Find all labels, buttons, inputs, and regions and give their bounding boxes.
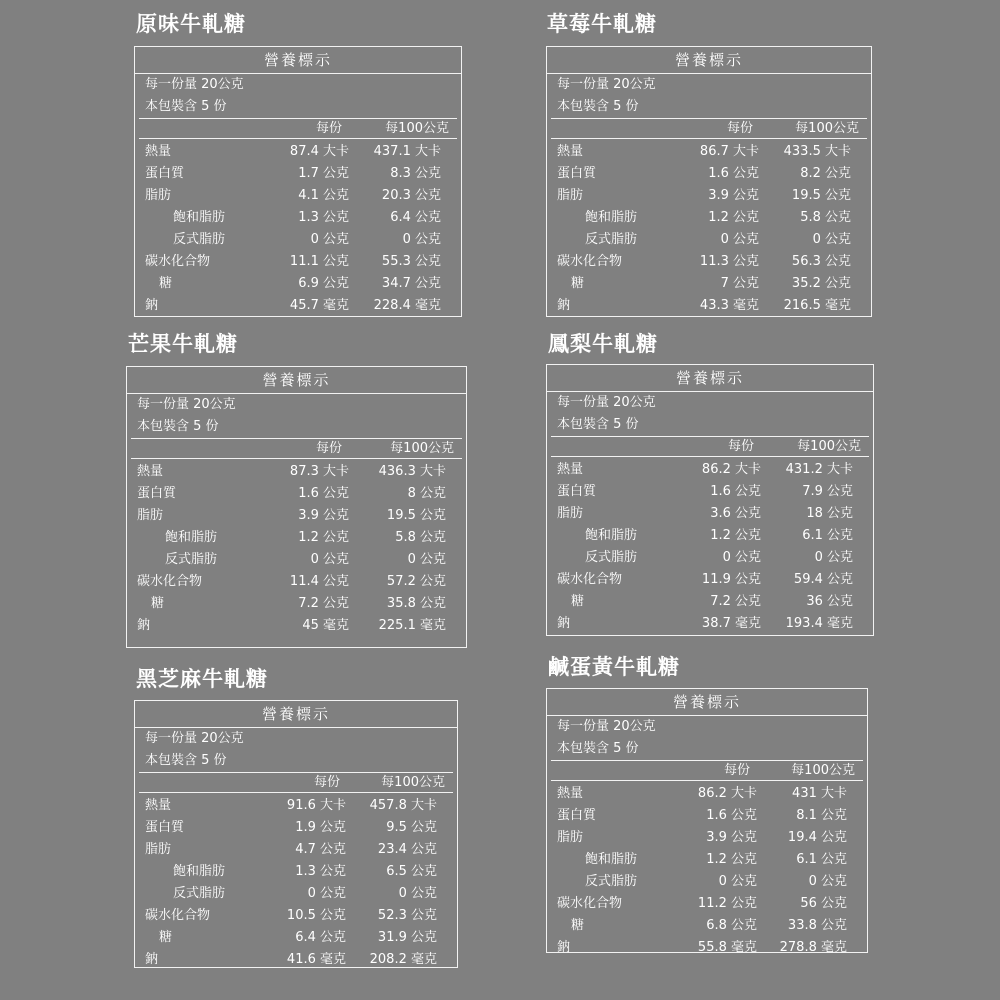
serving-size: 每一份量 20公克 [557, 395, 656, 410]
nutrient-rows [131, 461, 462, 637]
per-100g-header: 每100公克 [795, 121, 859, 136]
nutrient-name: 飽和脂肪 [585, 528, 638, 543]
nutrient-row-sugar [551, 273, 867, 295]
nutrient-row-saturated-fat [131, 527, 462, 549]
nutrient-name: 飽和脂肪 [173, 210, 226, 225]
column-header [139, 772, 453, 793]
per-100g-value: 0 公克 [407, 552, 446, 567]
servings-per-pack: 本包裝含 5 份 [145, 753, 227, 768]
per-serving-value: 7.2 公克 [710, 594, 761, 609]
nutrient-name: 熱量 [557, 786, 584, 801]
per-serving-value: 86.2 大卡 [697, 786, 757, 801]
nutrient-row-saturated-fat [139, 207, 457, 229]
nutrient-name: 飽和脂肪 [165, 530, 218, 545]
nutrient-name: 反式脂肪 [585, 232, 638, 247]
per-serving-value: 7.2 公克 [298, 596, 349, 611]
nutrient-row-saturated-fat [551, 849, 863, 871]
per-serving-header: 每份 [313, 775, 340, 790]
nutrient-name: 蛋白質 [137, 486, 177, 501]
nutrient-row-trans-fat [139, 229, 457, 251]
nutrient-name: 鈉 [145, 298, 159, 313]
per-serving-value: 7 公克 [720, 276, 759, 291]
nutrient-row-sodium [139, 295, 457, 317]
column-header [551, 118, 867, 139]
flavor-title: 黑芝麻牛軋糖 [136, 667, 268, 691]
per-serving-value: 6.9 公克 [298, 276, 349, 291]
per-serving-value: 11.9 公克 [701, 572, 761, 587]
nutrient-name: 脂肪 [557, 830, 584, 845]
nutrient-name: 鈉 [137, 618, 151, 633]
serving-size: 每一份量 20公克 [137, 397, 236, 412]
per-100g-value: 52.3 公克 [377, 908, 437, 923]
nutrient-row-protein [551, 481, 869, 503]
nutrient-row-calories [551, 459, 869, 481]
nutrition-panel [134, 46, 462, 317]
nutrient-name: 碳水化合物 [557, 254, 623, 269]
per-serving-value: 3.9 公克 [708, 188, 759, 203]
panel-heading: 營養標示 [547, 365, 873, 392]
serving-size: 每一份量 20公克 [557, 719, 656, 734]
nutrient-name: 熱量 [557, 462, 584, 477]
per-100g-value: 6.1 公克 [796, 852, 847, 867]
nutrient-row-sugar [551, 915, 863, 937]
nutrient-row-carbohydrate [139, 251, 457, 273]
nutrient-name: 飽和脂肪 [585, 852, 638, 867]
nutrient-name: 鈉 [145, 952, 159, 967]
per-100g-value: 56 公克 [800, 896, 847, 911]
nutrient-row-carbohydrate [139, 905, 453, 927]
per-serving-value: 1.3 公克 [295, 864, 346, 879]
per-100g-value: 19.5 公克 [791, 188, 851, 203]
per-serving-value: 3.6 公克 [710, 506, 761, 521]
per-serving-value: 0 公克 [718, 874, 757, 889]
per-serving-value: 11.3 公克 [699, 254, 759, 269]
nutrient-name: 蛋白質 [145, 166, 185, 181]
per-serving-value: 86.2 大卡 [701, 462, 761, 477]
per-serving-value: 43.3 毫克 [699, 298, 759, 313]
per-serving-value: 1.2 公克 [708, 210, 759, 225]
nutrient-name: 脂肪 [557, 506, 584, 521]
nutrient-name: 反式脂肪 [173, 886, 226, 901]
per-serving-header: 每份 [727, 439, 754, 454]
nutrient-name: 飽和脂肪 [585, 210, 638, 225]
per-100g-value: 433.5 大卡 [783, 144, 851, 159]
nutrient-name: 蛋白質 [145, 820, 185, 835]
per-100g-header: 每100公克 [797, 439, 861, 454]
serving-size: 每一份量 20公克 [557, 77, 656, 92]
per-100g-value: 0 公克 [808, 874, 847, 889]
nutrient-row-sodium [551, 937, 863, 959]
nutrient-name: 糖 [571, 276, 585, 291]
nutrient-name: 蛋白質 [557, 808, 597, 823]
nutrient-row-calories [551, 141, 867, 163]
servings-per-pack: 本包裝含 5 份 [137, 419, 219, 434]
per-100g-value: 228.4 毫克 [373, 298, 441, 313]
per-100g-value: 33.8 公克 [787, 918, 847, 933]
per-100g-value: 18 公克 [806, 506, 853, 521]
nutrient-row-protein [551, 805, 863, 827]
nutrient-name: 熱量 [145, 144, 172, 159]
servings-per-pack: 本包裝含 5 份 [145, 99, 227, 114]
nutrient-name: 碳水化合物 [145, 254, 211, 269]
per-100g-value: 35.8 公克 [386, 596, 446, 611]
nutrient-name: 脂肪 [557, 188, 584, 203]
per-serving-header: 每份 [315, 441, 342, 456]
nutrient-name: 糖 [571, 918, 585, 933]
nutrient-row-fat [131, 505, 462, 527]
per-serving-value: 1.2 公克 [710, 528, 761, 543]
panel-heading: 營養標示 [547, 47, 871, 74]
per-100g-value: 6.4 公克 [390, 210, 441, 225]
servings-per-pack: 本包裝含 5 份 [557, 741, 639, 756]
per-serving-value: 11.4 公克 [289, 574, 349, 589]
per-serving-value: 6.4 公克 [295, 930, 346, 945]
per-100g-value: 31.9 公克 [377, 930, 437, 945]
nutrition-panel [546, 46, 872, 317]
nutrient-row-calories [139, 141, 457, 163]
per-100g-value: 5.8 公克 [800, 210, 851, 225]
per-serving-value: 45.7 毫克 [289, 298, 349, 313]
per-100g-value: 431.2 大卡 [785, 462, 853, 477]
nutrient-name: 熱量 [137, 464, 164, 479]
per-100g-value: 6.1 公克 [802, 528, 853, 543]
per-serving-value: 91.6 大卡 [286, 798, 346, 813]
per-100g-value: 59.4 公克 [793, 572, 853, 587]
nutrient-name: 反式脂肪 [173, 232, 226, 247]
per-serving-header: 每份 [315, 121, 342, 136]
column-header [551, 760, 863, 781]
per-serving-value: 1.2 公克 [298, 530, 349, 545]
nutrient-row-sugar [139, 927, 453, 949]
per-100g-value: 0 公克 [402, 232, 441, 247]
per-serving-value: 3.9 公克 [706, 830, 757, 845]
per-100g-value: 9.5 公克 [386, 820, 437, 835]
nutrient-name: 糖 [571, 594, 585, 609]
nutrition-panel [546, 364, 874, 636]
nutrient-row-trans-fat [131, 549, 462, 571]
nutrient-row-trans-fat [139, 883, 453, 905]
per-100g-value: 8 公克 [407, 486, 446, 501]
nutrient-row-protein [131, 483, 462, 505]
nutrient-rows [551, 141, 867, 317]
nutrient-row-calories [551, 783, 863, 805]
nutrient-row-fat [551, 503, 869, 525]
per-serving-value: 45 毫克 [302, 618, 349, 633]
nutrient-row-saturated-fat [139, 861, 453, 883]
flavor-title: 草莓牛軋糖 [547, 12, 657, 36]
nutrient-row-sodium [551, 613, 869, 635]
nutrient-name: 反式脂肪 [585, 550, 638, 565]
nutrition-panel [126, 366, 467, 648]
nutrient-name: 碳水化合物 [557, 896, 623, 911]
nutrient-name: 脂肪 [137, 508, 164, 523]
nutrient-name: 熱量 [557, 144, 584, 159]
panel-heading: 營養標示 [127, 367, 466, 394]
nutrient-row-fat [139, 185, 457, 207]
nutrient-name: 鈉 [557, 616, 571, 631]
per-100g-value: 5.8 公克 [395, 530, 446, 545]
nutrient-name: 糖 [159, 276, 173, 291]
nutrient-row-calories [131, 461, 462, 483]
per-serving-value: 0 公克 [310, 552, 349, 567]
per-serving-header: 每份 [726, 121, 753, 136]
flavor-title: 芒果牛軋糖 [128, 332, 238, 356]
flavor-title: 鹹蛋黃牛軋糖 [548, 655, 680, 679]
nutrient-row-protein [139, 817, 453, 839]
nutrient-row-carbohydrate [551, 569, 869, 591]
per-serving-value: 10.5 公克 [286, 908, 346, 923]
nutrient-row-trans-fat [551, 871, 863, 893]
per-serving-header: 每份 [723, 763, 750, 778]
nutrient-name: 蛋白質 [557, 166, 597, 181]
nutrient-name: 脂肪 [145, 188, 172, 203]
nutrient-name: 碳水化合物 [557, 572, 623, 587]
per-100g-value: 6.5 公克 [386, 864, 437, 879]
per-100g-value: 8.3 公克 [390, 166, 441, 181]
nutrient-row-fat [551, 827, 863, 849]
nutrient-row-sodium [551, 295, 867, 317]
per-serving-value: 0 公克 [310, 232, 349, 247]
per-serving-value: 87.4 大卡 [289, 144, 349, 159]
per-100g-value: 35.2 公克 [791, 276, 851, 291]
nutrient-row-saturated-fat [551, 207, 867, 229]
nutrient-name: 鈉 [557, 940, 571, 955]
column-header [131, 438, 462, 459]
serving-size: 每一份量 20公克 [145, 731, 244, 746]
per-100g-value: 278.8 毫克 [779, 940, 847, 955]
flavor-title: 鳳梨牛軋糖 [548, 332, 658, 356]
per-serving-value: 0 公克 [307, 886, 346, 901]
per-100g-header: 每100公克 [385, 121, 449, 136]
nutrient-name: 碳水化合物 [137, 574, 203, 589]
nutrient-row-sugar [139, 273, 457, 295]
per-100g-value: 0 公克 [812, 232, 851, 247]
per-serving-value: 87.3 大卡 [289, 464, 349, 479]
per-serving-value: 41.6 毫克 [286, 952, 346, 967]
per-100g-value: 457.8 大卡 [369, 798, 437, 813]
per-100g-value: 19.4 公克 [787, 830, 847, 845]
nutrient-row-saturated-fat [551, 525, 869, 547]
per-serving-value: 0 公克 [720, 232, 759, 247]
per-100g-value: 431 大卡 [792, 786, 847, 801]
per-100g-value: 436.3 大卡 [378, 464, 446, 479]
nutrient-rows [139, 141, 457, 317]
nutrient-row-sodium [131, 615, 462, 637]
per-100g-value: 19.5 公克 [386, 508, 446, 523]
per-100g-value: 216.5 毫克 [783, 298, 851, 313]
per-100g-value: 57.2 公克 [386, 574, 446, 589]
nutrition-panel [134, 700, 458, 968]
nutrient-row-carbohydrate [551, 893, 863, 915]
nutrient-name: 糖 [159, 930, 173, 945]
nutrient-row-carbohydrate [131, 571, 462, 593]
per-serving-value: 1.6 公克 [298, 486, 349, 501]
panel-heading: 營養標示 [135, 47, 461, 74]
nutrient-row-protein [139, 163, 457, 185]
nutrient-row-sugar [131, 593, 462, 615]
per-100g-header: 每100公克 [791, 763, 855, 778]
per-100g-value: 193.4 毫克 [785, 616, 853, 631]
nutrient-row-calories [139, 795, 453, 817]
per-serving-value: 1.2 公克 [706, 852, 757, 867]
per-100g-value: 8.2 公克 [800, 166, 851, 181]
per-serving-value: 1.6 公克 [708, 166, 759, 181]
per-100g-value: 225.1 毫克 [378, 618, 446, 633]
per-serving-value: 1.3 公克 [298, 210, 349, 225]
per-serving-value: 0 公克 [722, 550, 761, 565]
per-100g-value: 0 公克 [398, 886, 437, 901]
per-100g-value: 55.3 公克 [381, 254, 441, 269]
nutrient-row-trans-fat [551, 229, 867, 251]
per-serving-value: 1.7 公克 [298, 166, 349, 181]
nutrient-name: 碳水化合物 [145, 908, 211, 923]
per-100g-value: 34.7 公克 [381, 276, 441, 291]
column-header [551, 436, 869, 457]
per-100g-header: 每100公克 [390, 441, 454, 456]
servings-per-pack: 本包裝含 5 份 [557, 99, 639, 114]
per-100g-header: 每100公克 [381, 775, 445, 790]
per-serving-value: 11.1 公克 [289, 254, 349, 269]
nutrient-row-protein [551, 163, 867, 185]
per-serving-value: 6.8 公克 [706, 918, 757, 933]
per-serving-value: 4.1 公克 [298, 188, 349, 203]
nutrient-name: 反式脂肪 [165, 552, 218, 567]
per-100g-value: 8.1 公克 [796, 808, 847, 823]
per-serving-value: 3.9 公克 [298, 508, 349, 523]
nutrient-row-trans-fat [551, 547, 869, 569]
per-serving-value: 1.6 公克 [710, 484, 761, 499]
flavor-title: 原味牛軋糖 [136, 12, 246, 36]
panel-heading: 營養標示 [547, 689, 867, 716]
nutrient-rows [551, 783, 863, 959]
nutrient-row-fat [139, 839, 453, 861]
per-serving-value: 55.8 毫克 [697, 940, 757, 955]
nutrient-row-carbohydrate [551, 251, 867, 273]
nutrient-row-sugar [551, 591, 869, 613]
nutrient-name: 糖 [151, 596, 165, 611]
per-serving-value: 1.6 公克 [706, 808, 757, 823]
column-header [139, 118, 457, 139]
per-100g-value: 437.1 大卡 [373, 144, 441, 159]
per-100g-value: 20.3 公克 [381, 188, 441, 203]
per-100g-value: 23.4 公克 [377, 842, 437, 857]
nutrient-name: 熱量 [145, 798, 172, 813]
nutrient-name: 鈉 [557, 298, 571, 313]
nutrition-panel [546, 688, 868, 953]
serving-size: 每一份量 20公克 [145, 77, 244, 92]
per-100g-value: 208.2 毫克 [369, 952, 437, 967]
per-100g-value: 36 公克 [806, 594, 853, 609]
nutrient-name: 蛋白質 [557, 484, 597, 499]
per-serving-value: 1.9 公克 [295, 820, 346, 835]
nutrient-row-sodium [139, 949, 453, 971]
per-100g-value: 56.3 公克 [791, 254, 851, 269]
nutrient-rows [139, 795, 453, 971]
nutrient-name: 飽和脂肪 [173, 864, 226, 879]
servings-per-pack: 本包裝含 5 份 [557, 417, 639, 432]
per-100g-value: 7.9 公克 [802, 484, 853, 499]
nutrient-name: 反式脂肪 [585, 874, 638, 889]
panel-heading: 營養標示 [135, 701, 457, 728]
per-serving-value: 4.7 公克 [295, 842, 346, 857]
nutrient-rows [551, 459, 869, 635]
per-serving-value: 38.7 毫克 [701, 616, 761, 631]
per-100g-value: 0 公克 [814, 550, 853, 565]
nutrient-name: 脂肪 [145, 842, 172, 857]
per-serving-value: 11.2 公克 [697, 896, 757, 911]
nutrient-row-fat [551, 185, 867, 207]
per-serving-value: 86.7 大卡 [699, 144, 759, 159]
